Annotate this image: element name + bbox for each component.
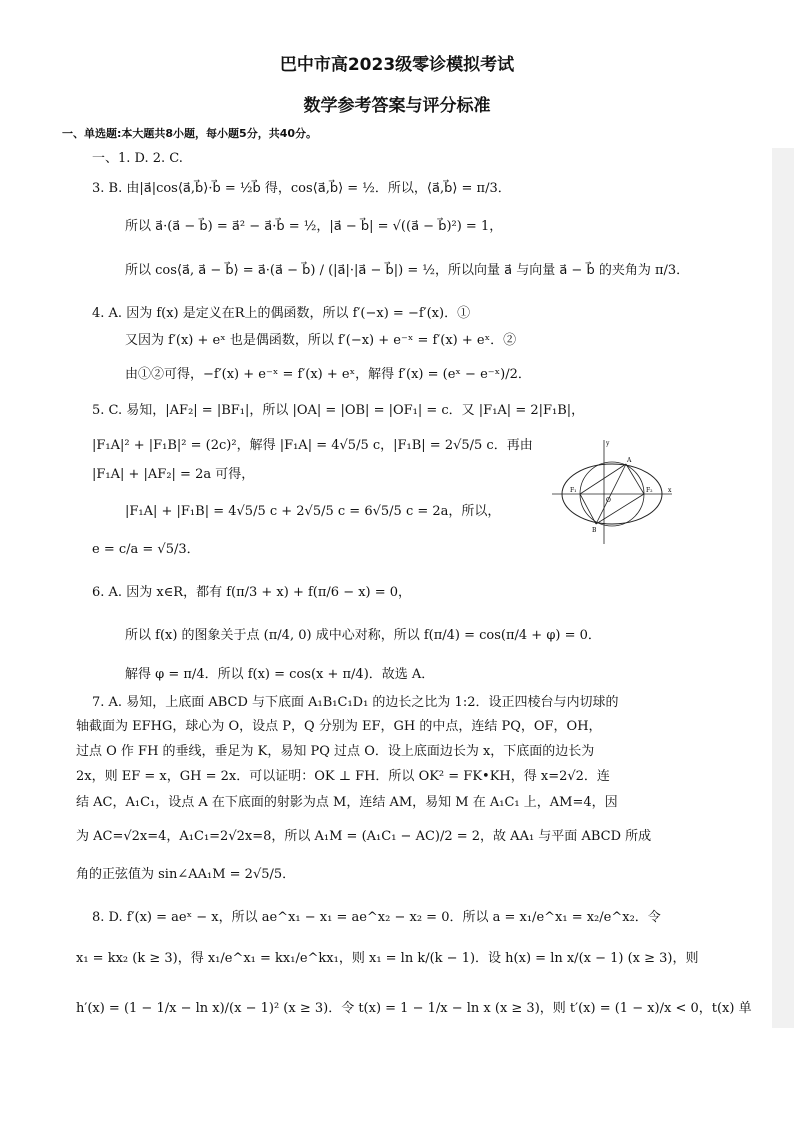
segment-af2 [626, 464, 644, 494]
page-title: 巴中市高2023级零诊模拟考试 [279, 55, 515, 75]
answer-line: 角的正弦值为 sin∠AA₁M = 2√5/5． [76, 867, 296, 882]
label-y: y [606, 440, 610, 447]
answer-line: 所以 a⃗·(a⃗ − b⃗) = a⃗² − a⃗·b⃗ = ½，|a⃗ − b⃗| = √((a⃗ − b⃗)²) = 1， [125, 219, 503, 234]
answer-line: 所以 cos⟨a⃗, a⃗ − b⃗⟩ = a⃗·(a⃗ − b⃗) / (|a⃗|·|a⃗ − b⃗|) = ½，所以向量 a⃗ 与向量 a⃗ − b⃗ 的夹角为 π/3． [125, 263, 690, 278]
answer-line: 6. A. 因为 x∈R，都有 f(π/3 + x) + f(π/6 − x) = 0， [92, 585, 412, 600]
answer-line: 一、1. D. 2. C. [92, 151, 183, 166]
answer-line: 过点 O 作 FH 的垂线，垂足为 K，易知 PQ 过点 O．设上底面边长为 x，下底面的边长为 [76, 744, 595, 759]
answer-line: |F₁A| + |AF₂| = 2a 可得， [92, 467, 255, 482]
segment-f1b [580, 494, 596, 524]
answer-line: 为 AC=√2x=4，A₁C₁=2√2x=8，所以 A₁M = (A₁C₁ − AC)/2 = 2，故 AA₁ 与平面 ABCD 所成 [76, 829, 652, 844]
answer-line: 3. B. 由|a⃗|cos⟨a⃗,b⃗⟩·b⃗ = ½b⃗ 得，cos⟨a⃗,b⃗⟩ = ½．所以，⟨a⃗,b⃗⟩ = π/3． [92, 181, 511, 196]
answer-line: |F₁A|² + |F₁B|² = (2c)²，解得 |F₁A| = 4√5/5 c，|F₁B| = 2√5/5 c．再由 [92, 438, 533, 453]
page-subtitle: 数学参考答案与评分标准 [303, 96, 491, 116]
answer-line: 2x，则 EF = x，GH = 2x．可以证明：OK ⊥ FH．所以 OK² = FK•KH，得 x=2√2．连 [76, 769, 610, 784]
answer-line: 又因为 f′(x) + eˣ 也是偶函数，所以 f′(−x) + e⁻ˣ = f′(x) + eˣ．② [125, 333, 517, 348]
label-x: x [668, 487, 672, 494]
answer-line: h′(x) = (1 − 1/x − ln x)/(x − 1)² (x ≥ 3)．令 t(x) = 1 − 1/x − ln x (x ≥ 3)，则 t′(x) = (1 − x)/x < 0，t(x) 单 [76, 1001, 752, 1016]
label-f1: F₁ [570, 487, 577, 494]
answer-line: |F₁A| + |F₁B| = 4√5/5 c + 2√5/5 c = 6√5/5 c = 2a，所以， [125, 504, 501, 519]
label-b: B [592, 527, 597, 534]
scrollbar-track[interactable] [772, 148, 794, 1028]
answer-line: 由①②可得，−f′(x) + e⁻ˣ = f′(x) + eˣ，解得 f′(x) = (eˣ − e⁻ˣ)/2． [125, 367, 531, 382]
answer-line: e = c/a = √5/3． [92, 542, 200, 557]
answer-line: 4. A. 因为 f(x) 是定义在R上的偶函数，所以 f′(−x) = −f′(x)．① [92, 306, 471, 321]
label-o: O [606, 497, 611, 504]
answer-line: 8. D. f′(x) = aeˣ − x，所以 ae^x₁ − x₁ = ae^x₂ − x₂ = 0．所以 a = x₁/e^x₁ = x₂/e^x₂．令 [92, 910, 661, 925]
answer-line: 7. A. 易知，上底面 ABCD 与下底面 A₁B₁C₁D₁ 的边长之比为 1:2．设正四棱台与内切球的 [92, 695, 619, 710]
answer-line: 解得 φ = π/4．所以 f(x) = cos(x + π/4)．故选 A． [125, 667, 435, 682]
answer-line: 轴截面为 EFHG，球心为 O，设点 P，Q 分别为 EF，GH 的中点，连结 PQ，OF，OH， [76, 719, 602, 734]
answer-line: 5. C. 易知，|AF₂| = |BF₁|，所以 |OA| = |OB| = |OF₁| = c．又 |F₁A| = 2|F₁B|， [92, 403, 585, 418]
answer-line: 结 AC，A₁C₁，设点 A 在下底面的射影为点 M，连结 AM，易知 M 在 A₁C₁ 上，AM=4，因 [76, 795, 618, 810]
label-f2: F₂ [646, 487, 653, 494]
answer-line: x₁ = kx₂ (k ≥ 3)，得 x₁/e^x₁ = kx₁/e^kx₁，则 x₁ = ln k/(k − 1)．设 h(x) = ln x/(x − 1) (x ≥ 3)，则 [76, 951, 699, 966]
answer-line: 所以 f(x) 的图象关于点 (π/4, 0) 成中心对称，所以 f(π/4) = cos(π/4 + φ) = 0． [125, 628, 601, 643]
section-heading: 一、单选题:本大题共8小题，每小题5分，共40分。 [62, 127, 318, 140]
label-a: A [627, 457, 632, 464]
ellipse-diagram [548, 436, 676, 546]
